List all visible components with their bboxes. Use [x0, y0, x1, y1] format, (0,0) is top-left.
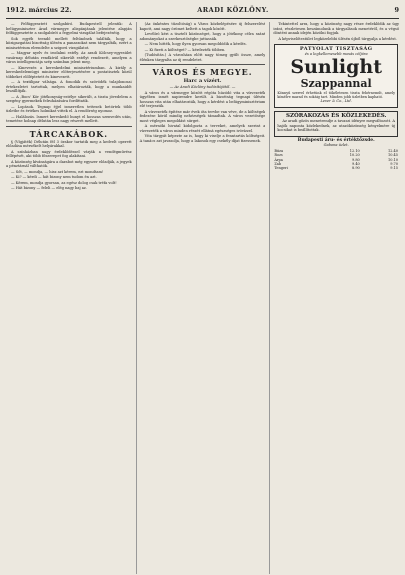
ad-headline: SZÓRAKOZÁS ÉS KÖZLEKEDÉS.: [285, 112, 387, 119]
news-paragraph: — Kinevezés a kereskedelmi minisztériumban. A király a kereskedelemügyi miniszter előterjesztésére a postatisztek közül többeket előléptetett és kinevezett.: [6, 65, 132, 79]
news-paragraph: A színházban nagy érdeklődéssel várják a vendégművész fellépését, aki több főszerepet fog alakítani.: [6, 149, 132, 158]
section-title-tarca: TÁRCAKÁBOK.: [29, 128, 109, 139]
price-low: 9.80: [351, 157, 360, 162]
price-label: Rozs: [274, 153, 283, 158]
price-low: 12.10: [349, 148, 360, 153]
price-high: 12.40: [387, 148, 399, 153]
page-header: [6, 6, 399, 19]
news-paragraph: — Magyar nyelv és irodalmi estély. Az aradi Kölcsey-egyesület vasárnap délután rendkívül sikerült estélyt rendezett, amelyen a város intelligenciája szép számban jelent meg.: [6, 51, 132, 64]
news-paragraph: A közönség kívánságára a darabot még egyszer előadják, a jegyek a pénztárnál válthatók.: [6, 159, 132, 168]
news-paragraph: — A ,Bocs' Kör jótékonyság-estélye sikerült, a tiszta jövedelem a szegény gyermekek felruházására fordíttatik.: [6, 94, 132, 103]
price-high: 10.10: [387, 157, 399, 162]
column-2: [136, 22, 266, 574]
price-low: 9.40: [351, 161, 360, 166]
travel-ad: [274, 111, 398, 137]
news-paragraph: — Felfüggesztett szolgabíró. Budapestről jelentik: A belügyminiszter Árad vármegye alispánjának jelentése alapján felfüggesztette a szolgabírót a fegyelmi vizsgálat befejezéséig.: [6, 22, 132, 35]
price-label: Búza: [274, 148, 284, 153]
news-paragraph: A vízvezeték építése már évek óta tervbe van véve, de a költségek fedezése körül mindig nehézségek támadtak. A város vezetősége most végleges megoldást sürget.: [139, 109, 266, 123]
news-paragraph: — Sőt, — mondja, — hisz azt kérem, ezt mondtam!: [11, 169, 104, 174]
news-paragraph: — Hát bizony — feleli — elég nagy baj az.: [11, 186, 87, 190]
news-paragraph: — Kérem, mondja gyorsan, az egész dolog csak tréfa volt!: [11, 180, 117, 185]
ad-product: Szappannal: [300, 77, 372, 90]
price-low: 8.90: [351, 166, 360, 171]
issue-date: 1912. március 22.: [6, 6, 72, 14]
news-paragraph: — Ki? — kérdi — hát bizony nem tudom én azt.: [11, 175, 97, 179]
news-paragraph: — Ki fizeti a költséget? — kérdezték többen.: [144, 47, 226, 52]
news-paragraph: § (Vígjáték) Délután fél 3 órakor tartatik meg a kedvelt operett előadása mérsékelt helyárakkal.: [6, 139, 132, 148]
news-paragraph: — Lopások. Tegnap éjjel ismeretlen tettesek betörtek több üzletbe és értékes holmikat vittek el. A rendőrség nyomoz.: [6, 104, 132, 113]
section-title-varos: VÁROS ÉS MEGYE.: [152, 67, 253, 77]
ad-intro: és a legkellemesebb mosás céljára: [304, 51, 368, 56]
news-paragraph: (Az önkéntes tűzoltóság) a Város közbelépésére új felszerelést kapott, ami nagy örömet keltett a tagok között.: [139, 22, 266, 31]
table-row: [273, 166, 399, 170]
ad-headline: PATYOLAT TISZTASÁG: [299, 46, 373, 52]
ad-maker: Lever & Co., Ltd.: [320, 99, 352, 104]
ad-brand: Sunlight: [290, 56, 383, 78]
news-paragraph: A város és a vármegye között régóta húzódó vita a vízvezeték ügyében ismét napirendre került. A bizottság tegnapi ülésén hosszas vita után elhatározták, hogy a kérdést a belügyminisztérium elé terjesztik.: [139, 90, 266, 108]
price-label: Zab: [274, 161, 282, 166]
price-label: Tengeri: [274, 166, 288, 171]
price-high: 9.70: [390, 161, 399, 166]
newspaper-title: ARADI KÖZLÖNY.: [197, 6, 269, 14]
columns: [6, 22, 399, 574]
column-1: [6, 22, 132, 574]
price-high: 9.15: [390, 166, 399, 171]
column-3: [269, 22, 399, 574]
news-paragraph: Levélíró kéri a tisztelt közönséget, hogy a jótékony célra szánt adományokat a szerkesztőségbe juttassák.: [139, 32, 266, 41]
article-title: Harc a vízért.: [183, 78, 222, 84]
news-paragraph: — A textilipar válsága. A fonodák és szövödék tulajdonosai értekezletet tartottak, melyen elhatározták, hogy a munkaidőt leszállítják.: [6, 80, 132, 93]
article-byline: — Az Aradi Közlöny tudósítójától. —: [169, 85, 236, 89]
price-low: 10.20: [349, 153, 360, 158]
price-label: Árpa: [274, 157, 283, 162]
sunlight-soap-ad: [274, 44, 398, 108]
news-paragraph: A mérnöki hivatal kidolgozta a terveket, amelyek szerint a vízvezeték a város minden részét ellátná egészséges ivóvízzel.: [139, 124, 266, 133]
page-number: 9: [394, 6, 399, 14]
news-paragraph: Vita tárgyát képezte az is, hogy ki viselje a fenntartás költségeit. A tanács azt javasolja, hogy a lakosok egy csekély díjat fizessenek.: [139, 134, 266, 143]
divider: [6, 126, 132, 127]
news-paragraph: — Nem hitték, hogy ilyen gyorsan megoldódik a kérdés.: [144, 42, 247, 46]
market-subtitle: Gabona üzlet.: [323, 143, 349, 148]
divider: [140, 64, 266, 65]
news-paragraph: (Tudósítás.) A városháza előtt nagy tömeg gyűlt össze, amely élénken tárgyalta az új rendeletet.: [139, 53, 266, 62]
ad-text: Az aradi gőzös menetrendje a tavaszi idényre megváltozott. A hajók naponta közlekednek, az utazóközönség kényelmére új kocsikat is beállítottak.: [277, 119, 396, 133]
price-table: [273, 149, 399, 170]
news-paragraph: — Halálozás. Ismert kereskedő hunyt el hosszas szenvedés után, temetése holnap délután lesz nagy részvét mellett.: [6, 114, 132, 123]
news-paragraph: A képviselőtestület legközelebbi ülésén újból tárgyalja a kérdést.: [278, 36, 397, 41]
price-high: 10.45: [387, 153, 399, 158]
news-paragraph: Tekintettel arra, hogy a közönség nagy része érdeklődik az ügy iránt, részletesen beszámolunk a tárgyalások menetéről, és a végső döntést annak idején közölni fogjuk.: [273, 22, 400, 35]
ad-text: Könnyű szerrel érhetünk el tökéletesen tiszta fehérneműt, amely kímélve marad és sokáig tart. Minden jobb üzletben kapható.: [277, 91, 396, 100]
news-paragraph: Sok egyéb teendő mellett feltűnőnek találták, hogy a közigazgatási bizottság ülésén a panaszokat nem tárgyalták, ezért a minisztérium elrendelte a szigorú vizsgálatot.: [6, 36, 132, 50]
market-title: Budapesti áru- és értéktőzsde.: [297, 137, 375, 143]
